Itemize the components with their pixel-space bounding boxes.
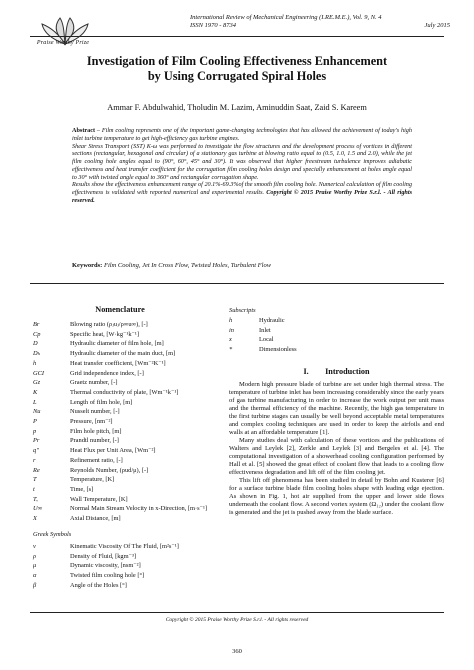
symbol-description: Reynolds Number, (ρud/μ), [-] [70, 466, 149, 474]
symbol-description: Time, [s] [70, 485, 94, 493]
symbol-description: Nusselt number, [-] [70, 408, 120, 416]
journal-name: International Review of Mechanical Engineering (I.RE.M.E.), Vol. 9, N. 4 [190, 14, 382, 21]
nomenclature-row [33, 485, 213, 495]
nomenclature-row [33, 436, 213, 446]
footer-rule [30, 612, 444, 613]
symbol: v [33, 543, 36, 550]
greek-list [33, 542, 213, 591]
nomenclature-row [33, 504, 213, 514]
abstract-p3: Results show the effectiveness enhancement range of 20.1%-69.3%of the smooth film cooling hole. Numerical calculation of film cooling effectiveness is validated with reported numerical and experimental results. [72, 181, 412, 196]
symbol: in [229, 326, 234, 334]
footer-copyright: Copyright © 2015 Praise Worthy Prize S.r.l. - All rights reserved [165, 617, 309, 623]
symbol: Nu [33, 408, 41, 416]
page-number: 360 [232, 648, 242, 655]
symbol: T [33, 476, 37, 484]
symbol-description: Dimensionless [259, 346, 297, 354]
nomenclature-row [33, 427, 213, 437]
symbol: GCI [33, 369, 45, 377]
symbol-description: Angle of the Holes [°] [70, 581, 127, 589]
symbol: r [33, 456, 36, 464]
symbol-description: Kinematic Viscosity Of The Fluid, [m²s⁻¹] [70, 543, 179, 550]
symbol-description: Wall Temperature, [K] [70, 495, 128, 503]
symbol: β [33, 581, 37, 589]
nomenclature-row [33, 466, 213, 476]
nomenclature-row [33, 330, 213, 340]
symbol: Gz [33, 379, 41, 387]
symbol: t [33, 485, 35, 493]
symbol-description: Hydraulic diameter of film hole, [m] [70, 340, 164, 348]
symbol-description: Thermal conductivity of plate, [Wm⁻¹k⁻¹] [70, 388, 179, 396]
symbol-description: Density of Fluid, [kgm⁻³] [70, 552, 136, 560]
abstract-label: Abstract [72, 127, 96, 134]
paper-title: Investigation of Film Cooling Effectiveness Enhancement by Using Corrugated Spiral Holes [86, 54, 388, 83]
symbol-description: Heat Flux per Unit Area, [Wm⁻²] [70, 447, 156, 455]
nomenclature-list [33, 320, 213, 524]
symbol: Pr [33, 437, 40, 445]
symbol: p [33, 427, 37, 435]
symbol-description: Normal Main Stream Velocity in x-Direction, [m·s⁻¹] [70, 505, 208, 513]
nomenclature-row [33, 514, 213, 524]
nomenclature-row [33, 388, 213, 398]
symbol: ρ [33, 552, 37, 560]
symbol-description: Hydraulic diameter of the main duct, [m] [70, 350, 176, 358]
nomenclature-row [33, 339, 213, 349]
nomenclature-row [33, 369, 213, 379]
nomenclature-row [229, 316, 429, 326]
introduction-text [229, 381, 444, 517]
header-rule [30, 36, 444, 37]
nomenclature-row [229, 335, 429, 345]
symbol: Cp [33, 330, 41, 338]
abstract-rule [30, 283, 444, 284]
nomenclature-row [33, 561, 213, 571]
symbol-description: Twisted film cooling hole [°] [70, 572, 145, 580]
nomenclature-row [33, 407, 213, 417]
paragraph: Many studies deal with calculation of these vortices and the publications of Walters and Leylek [2], Zerkle and Leylek [3] and Bergeles et al. [4]. The computational investigation of a showerhead cooling configuration performed by Hall et al. [5] showed the great effect of coolant flow that leads to a cooling flow effectiveness degradation and lift off of the film cooling jet. [229, 436, 444, 476]
symbol: Tᵥ [33, 495, 39, 503]
symbol: Re [33, 466, 40, 474]
nomenclature-row [229, 326, 429, 336]
abstract-p2: Shear Stress Transport (SST) K-ω was performed to investigate the flow structures and the development process of vortices in different sections (rectangular, hexagonal and circular) of a stationary gas turbine at blowing ratio equal to (0.5, 1.0, 1.5 and 2.0), while the jet film cooling hole angles equal to (90°, 60°, 45° and 30°). It was observed that higher freestream turbulence improves adiabatic effectiveness and heat transfer coefficient for the corrugation film cooling holes design and specially enhancement at holes angle equal to 30° with twisted angle equal to 360° and rectangular corrugation shape. [72, 142, 412, 181]
nomenclature-row [33, 542, 213, 552]
paragraph: This lift off phenomena has been studied in detail by Bohn and Kusterer [6] for a surface turbine blade film cooling holes shape with leading edge ejection. As shown in Fig. 1, hot air supplied from the upper and lower side flows underneath the coolant flow. A second vortex system (Ω₁₂) under the coolant flow is generated and the jet is pushed away from the blade surface. [229, 476, 444, 516]
nomenclature-row [33, 349, 213, 359]
symbol-description: Dynamic viscosity, [nsm⁻²] [70, 562, 141, 570]
nomenclature-row [33, 398, 213, 408]
journal-date: July 2015 [424, 22, 450, 30]
keywords-label: Keywords: [72, 262, 103, 269]
symbol: P [33, 418, 37, 426]
nomenclature-row [33, 446, 213, 456]
symbol: h [33, 359, 37, 367]
author-list: Ammar F. Abdulwahid, Tholudin M. Lazim, Aminuddin Saat, Zaid S. Kareem [107, 103, 367, 112]
symbol-description: Specific heat, [W·kg⁻¹k⁻¹] [70, 330, 139, 338]
journal-issn: ISSN 1970 - 8734 [190, 22, 237, 30]
symbol-description: Blowing ratio (ρⱼuⱼ/ρ∞u∞), [-] [70, 321, 148, 328]
symbol-description: Film hole pitch, [m] [70, 427, 122, 435]
symbol: D [33, 340, 38, 348]
nomenclature-row [33, 581, 213, 591]
symbol-description: Local [259, 336, 274, 344]
nomenclature-title: Nomenclature [95, 305, 145, 314]
publisher-logo-text: Praise Worthy Prize [36, 40, 90, 46]
keywords-list: Film Cooling, Jet In Cross Flow, Twisted Holes, Turbulent Flow [102, 262, 272, 269]
subscripts-list [229, 316, 429, 355]
nomenclature-row [33, 378, 213, 388]
symbol-description: Graetz number, [-] [70, 379, 118, 387]
greek-heading: Greek Symbols [33, 531, 72, 538]
symbol-description: Grid independence index, [-] [70, 369, 144, 377]
symbol-description: Prandtl number, [-] [70, 437, 119, 445]
symbol: K [33, 388, 38, 396]
section-title: I. Introduction [303, 367, 370, 376]
symbol: Br [33, 321, 40, 328]
symbol-description: Length of film hole, [m] [70, 398, 133, 406]
symbol-description: Temperature, [K] [70, 476, 115, 484]
symbol: μ [33, 562, 37, 570]
nomenclature-row [229, 345, 429, 355]
nomenclature-row [33, 495, 213, 505]
nomenclature-row [33, 475, 213, 485]
symbol-description: Axial Distance, [m] [70, 515, 121, 523]
abstract [72, 127, 412, 205]
symbol: x [229, 336, 232, 344]
keywords [72, 262, 412, 269]
nomenclature-row [33, 571, 213, 581]
symbol-description: Refinement ratio, [-] [70, 456, 123, 464]
symbol: α [33, 572, 37, 580]
symbol-description: Heat transfer coefficient, [Wm⁻²K⁻¹] [70, 359, 166, 367]
paragraph: Modern high pressure blade of turbine are set under high thermal stress. The temperature of turbine inlet has been increasing considerably since the early years of gas turbine manufacturing in order to increase the work output per unit mass and the thermal efficiency of the machine. Recently, the high gas temperature in the first turbine stages can usually be well beyond acceptable metal temperatures and complex cooling techniques are used in order to keep the airfoils and end walls at an affordable temperature [1]. [229, 381, 444, 436]
nomenclature-row [33, 417, 213, 427]
nomenclature-row [33, 552, 213, 562]
nomenclature-row [33, 320, 213, 330]
abstract-p1: – Film cooling represents one of the important game-changing technologies that has allowed the achievement of today's high inlet turbine temperature to get high-efficiency gas turbine engines. [72, 127, 412, 142]
symbol: U∞ [33, 505, 43, 513]
journal-info [190, 14, 450, 30]
symbol: h [229, 317, 233, 324]
symbol: q" [33, 447, 39, 455]
symbol: * [229, 346, 233, 354]
nomenclature-row [33, 456, 213, 466]
symbol: X [33, 515, 37, 523]
symbol: Dₕ [33, 350, 41, 358]
symbol: L [33, 398, 37, 406]
symbol-description: Hydraulic [259, 317, 285, 324]
symbol-description: Pressure, [nm⁻²] [70, 418, 113, 426]
subscripts-heading: Subscripts [229, 307, 256, 314]
nomenclature-row [33, 359, 213, 369]
abstract-copyright: Copyright © 2015 Praise Worthy Prize S.r.l. - All rights reserved. [72, 189, 412, 204]
symbol-description: Inlet [259, 326, 271, 334]
